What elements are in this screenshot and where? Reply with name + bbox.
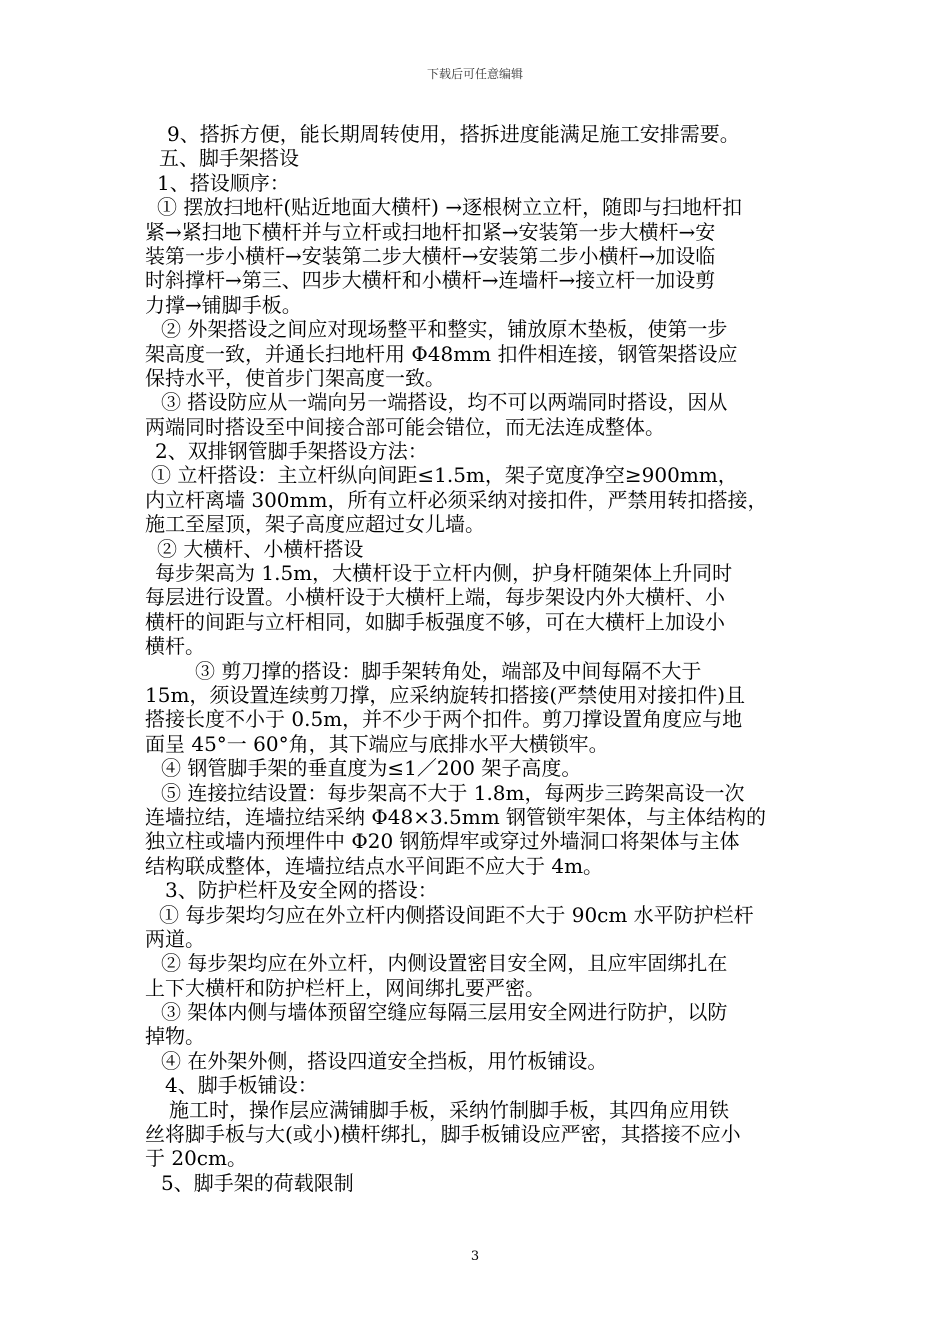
page-number: 3 [470,1249,480,1264]
page-header: 下载后可任意编辑 [426,67,523,81]
text-line: 内立杆离墙 300mm，所有立杆必须采纳对接扣件，严禁用转扣搭接， [145,487,768,512]
text-line: ④ 在外架外侧，搭设四道安全挡板，用竹板铺设。 [161,1048,608,1073]
text-line: 装第一步小横杆→安装第二步大横杆→安装第二步小横杆→加设临 [145,243,716,268]
text-line: 1、搭设顺序： [157,170,290,195]
text-line: 横杆。 [145,634,205,659]
text-line: 架高度一致，并通长扫地杆用 Φ48mm 扣件相连接，钢管架搭设应 [145,341,738,366]
text-line: ② 大横杆、小横杆搭设 [157,536,364,561]
text-line: ④ 钢管脚手架的垂直度为≤1／200 架子高度。 [161,756,582,781]
text-line: 搭接长度不小于 0.5m，并不少于两个扣件。剪刀撑设置角度应与地 [145,707,743,732]
text-line: 两端同时搭设至中间接合部可能会错位，而无法连成整体。 [145,414,665,439]
text-line: 9、搭拆方便，能长期周转使用，搭拆进度能满足施工安排需要。 [167,122,740,146]
text-line: ⑤ 连接拉结设置：每步架高不大于 1.8m，每两步三跨架高设一次 [161,780,745,805]
text-line: 5、脚手架的荷载限制 [161,1170,354,1195]
text-line: ② 外架搭设之间应对现场整平和整实，铺放原木垫板，使第一步 [161,317,728,342]
text-line: 施工时，操作层应满铺脚手板，采纳竹制脚手板，其四角应用铁 [169,1097,729,1122]
text-line: ① 每步架均匀应在外立杆内侧搭设间距不大于 90cm 水平防护栏杆 [159,902,754,927]
text-line: 保持水平，使首步门架高度一致。 [145,365,445,390]
document-body [145,122,815,1195]
text-line: 独立柱或墙内预埋件中 Φ20 钢筋焊牢或穿过外墙洞口将架体与主体 [145,829,740,854]
text-line: 4、脚手板铺设： [165,1073,318,1098]
text-line: 丝将脚手板与大(或小)横杆绑扎，脚手板铺设应严密，其搭接不应小 [145,1122,741,1147]
text-line: ③ 搭设防应从一端向另一端搭设，均不可以两端同时搭设，因从 [161,390,728,415]
text-line: 15m，须设置连续剪刀撑，应采纳旋转扣搭接(严禁使用对接扣件)且 [145,682,746,707]
text-line: 结构联成整体，连墙拉结点水平间距不应大于 4m。 [145,853,604,878]
text-line: 于 20cm。 [145,1146,247,1171]
text-line: 每层进行设置。小横杆设于大横杆上端，每步架设内外大横杆、小 [145,585,725,610]
text-line: 上下大横杆和防护栏杆上，网间绑扎要严密。 [145,975,545,1000]
text-line: 掉物。 [145,1024,205,1049]
text-line: 3、防护栏杆及安全网的搭设： [165,878,438,903]
text-line: 五、脚手架搭设 [159,146,299,171]
text-line: 面呈 45°一 60°角，其下端应与底排水平大横锁牢。 [145,731,609,756]
text-line: 两道。 [145,926,205,951]
text-line: 每步架高为 1.5m，大横杆设于立杆内侧，护身杆随架体上升同时 [155,561,733,586]
text-line: 2、双排钢管脚手架搭设方法： [155,439,428,464]
text-line: 连墙拉结，连墙拉结采纳 Φ48×3.5mm 钢管锁牢架体，与主体结构的 [145,804,767,829]
text-line: ③ 剪刀撑的搭设：脚手架转角处，端部及中间每隔不大于 [195,658,702,683]
text-line: ① 立杆搭设：主立杆纵向间距≤1.5m，架子宽度净空≥900mm， [151,463,738,488]
text-line: ① 摆放扫地杆(贴近地面大横杆) →逐根树立立杆，随即与扫地杆扣 [157,195,743,220]
text-line: 横杆的间距与立杆相同，如脚手板强度不够，可在大横杆上加设小 [145,609,725,634]
text-line: 施工至屋顶，架子高度应超过女儿墙。 [145,512,485,537]
text-line: 紧→紧扫地下横杆并与立杆或扫地杆扣紧→安装第一步大横杆→安 [145,219,716,244]
text-line: ③ 架体内侧与墙体预留空缝应每隔三层用安全网进行防护，以防 [161,1000,728,1025]
text-line: 力撑→铺脚手板。 [145,292,302,317]
text-line: 时斜撑杆→第三、四步大横杆和小横杆→连墙杆→接立杆一加设剪 [145,268,716,293]
text-line: ② 每步架均应在外立杆，内侧设置密目安全网，且应牢固绑扎在 [161,951,728,976]
